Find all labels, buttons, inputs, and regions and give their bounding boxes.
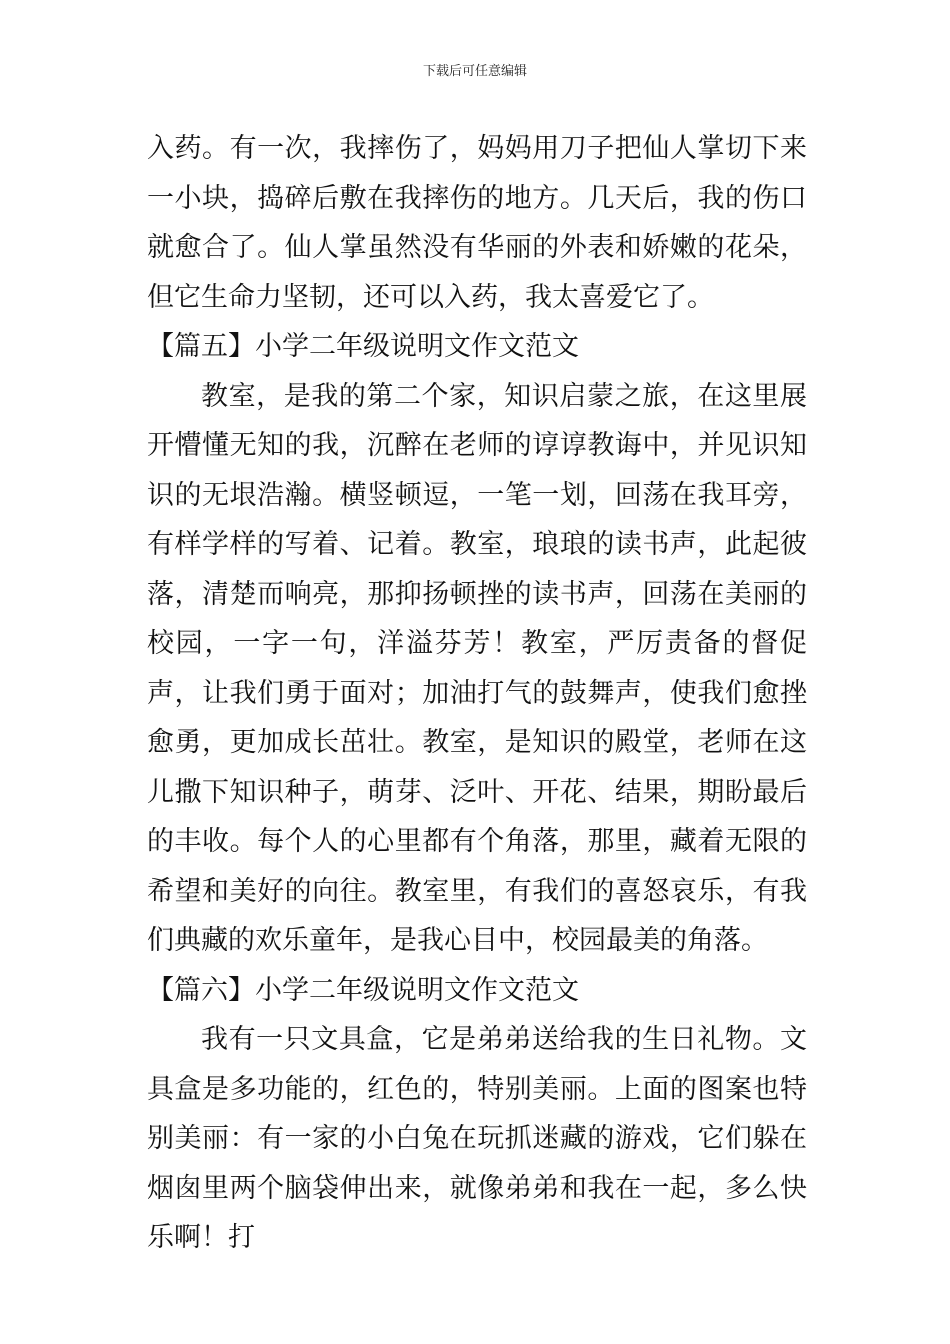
paragraph-classroom: 教室，是我的第二个家，知识启蒙之旅，在这里展开懵懂无知的我，沉醉在老师的谆谆教诲中，并见识知识的无垠浩瀚。横竖顿逗，一笔一划，回荡在我耳旁，有样学样的写着、记着。教室，琅琅的读书声，此起彼落，清楚而响亮，那抑扬顿挫的读书声，回荡在美丽的校园，一字一句，洋溢芬芳！教室，严厉责备的督促声，让我们勇于面对；加油打气的鼓舞声，使我们愈挫愈勇，更加成长茁壮。教室，是知识的殿堂，老师在这儿撒下知识种子，萌芽、泛叶、开花、结果，期盼最后的丰收。每个人的心里都有个角落，那里，藏着无限的希望和美好的向往。教室里，有我们的喜怒哀乐，有我们典藏的欢乐童年，是我心目中，校园最美的角落。: [147, 380, 807, 956]
document-body: [147, 124, 807, 1263]
section-heading-part-five: 【篇五】小学二年级说明文作文范文: [147, 331, 579, 362]
paragraph-pencil-case: 我有一只文具盒，它是弟弟送给我的生日礼物。文具盒是多功能的，红色的，特别美丽。上面的图案也特别美丽：有一家的小白兔在玩抓迷藏的游戏，它们躲在烟囱里两个脑袋伸出来，就像弟弟和我在一起，多么快乐啊！打: [147, 1024, 807, 1253]
section-heading-part-six: 【篇六】小学二年级说明文作文范文: [147, 974, 579, 1006]
paragraph-cactus-ending: 入药。有一次，我摔伤了，妈妈用刀子把仙人掌切下来一小块，捣碎后敷在我摔伤的地方。几天后，我的伤口就愈合了。仙人掌虽然没有华丽的外表和娇嫩的花朵，但它生命力坚韧，还可以入药，我太喜爱它了。: [147, 133, 807, 313]
page-header: 下载后可任意编辑: [422, 64, 527, 79]
